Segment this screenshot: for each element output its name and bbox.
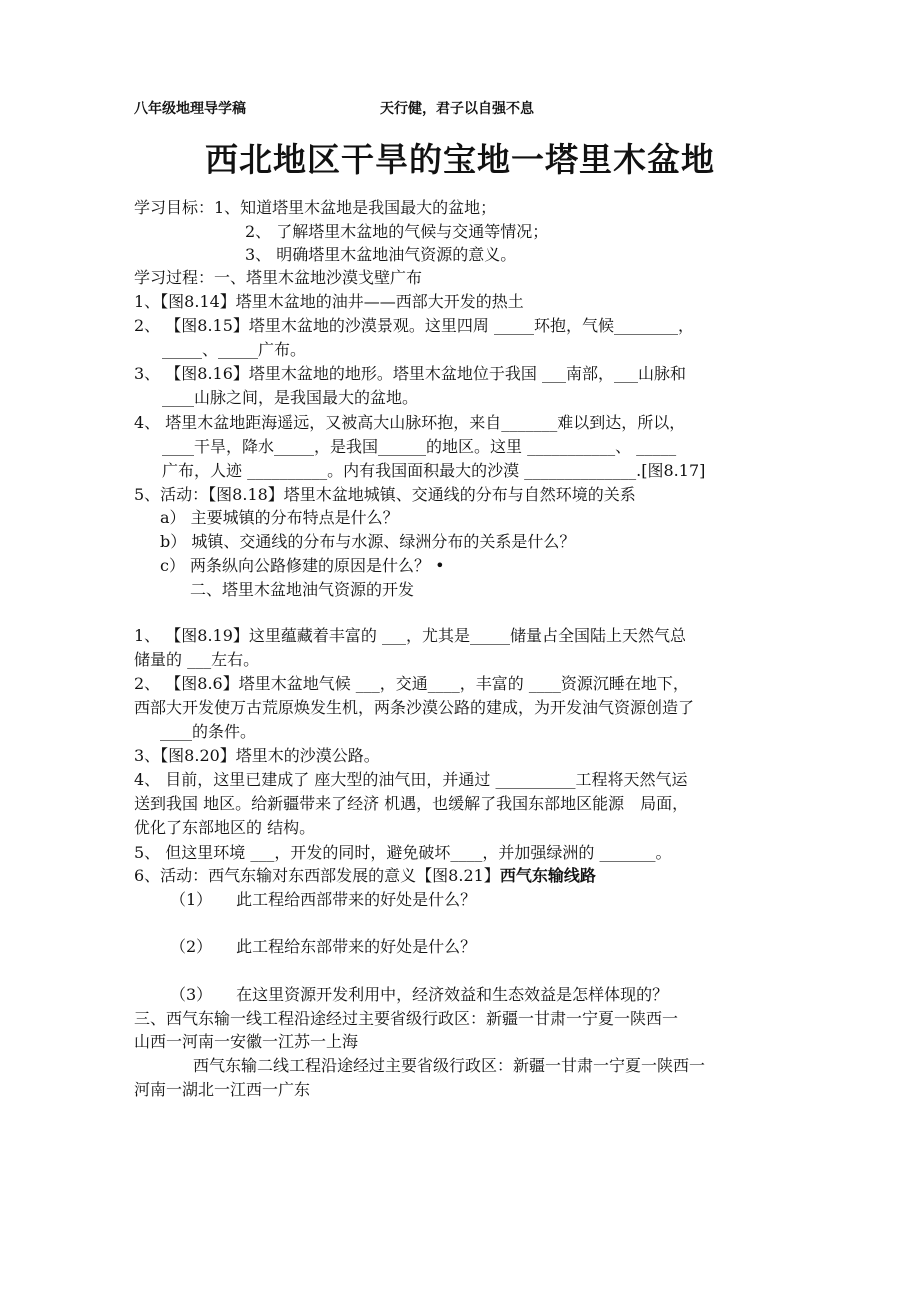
item-2-2-cont2: ____的条件。 — [160, 722, 257, 741]
item-2-4-cont2: 优化了东部地区的 结构。 — [134, 818, 316, 837]
goal-line-1: 学习目标：1、知道塔里木盆地是我国最大的盆地； — [134, 198, 497, 217]
item-1-4: 4、 塔里木盆地距海遥远，又被高大山脉环抱，来自_______难以到达，所以， — [134, 413, 686, 432]
question-c: c） 两条纵向公路修建的原因是什么？ • — [160, 556, 445, 575]
item-1-4-cont: ____干旱，降水_____，是我国______的地区。这里 ___________、 _____ — [162, 437, 677, 456]
item-2-6 — [134, 866, 596, 886]
item-2-1: 1、 【图8.19】这里蕴藏着丰富的 ___，尤其是_____储量占全国陆上天然气总 — [134, 626, 686, 645]
page-title: 西北地区干旱的宝地一塔里木盆地 — [205, 140, 715, 179]
question-b: b） 城镇、交通线的分布与水源、绿洲分布的关系是什么？ — [160, 532, 576, 551]
activity-text: 6、活动：西气东输对东西部发展的意义【图8.21】 — [134, 866, 500, 885]
sub-question-2: （2） 此工程给东部带来的好处是什么？ — [170, 937, 477, 956]
goal-line-2: 2、 了解塔里木盆地的气候与交通等情况； — [245, 222, 549, 241]
item-2-1-cont: 储量的 ___左右。 — [134, 650, 260, 669]
item-1-2-cont: _____、_____广布。 — [162, 340, 307, 359]
question-a: a） 主要城镇的分布特点是什么？ — [160, 508, 399, 527]
item-1-3: 3、 【图8.16】塔里木盆地的地形。塔里木盆地位于我国 ___南部，___山脉和 — [134, 364, 686, 383]
header-right: 天行健，君子以自强不息 — [380, 101, 534, 117]
section-3-line-1: 三、西气东输一线工程沿途经过主要省级行政区：新疆一甘肃一宁夏一陕西一 — [134, 1009, 679, 1028]
section-3-line-2-cont: 河南一湖北一江西一广东 — [134, 1080, 311, 1099]
goal-line-3: 3、 明确塔里木盆地油气资源的意义。 — [245, 245, 517, 264]
item-1-3-cont: ____山脉之间，是我国最大的盆地。 — [162, 388, 419, 407]
item-1-2: 2、 【图8.15】塔里木盆地的沙漠景观。这里四周 _____环抱，气候________， — [134, 316, 694, 335]
item-2-5: 5、 但这里环境 ___，开发的同时，避免破坏____，并加强绿洲的 _______。 — [134, 843, 672, 862]
item-1-1: 1、【图8.14】塔里木盆地的油井——西部大开发的热土 — [134, 292, 524, 311]
section-3-line-2: 西气东输二线工程沿途经过主要省级行政区：新疆一甘肃一宁夏一陕西一 — [193, 1056, 706, 1075]
process-heading: 学习过程：一、塔里木盆地沙漠戈壁广布 — [134, 268, 423, 287]
item-2-2: 2、 【图8.6】塔里木盆地气候 ___，交通____，丰富的 ____资源沉睡在地下， — [134, 674, 689, 693]
item-2-4-cont: 送到我国 地区。给新疆带来了经济 机遇，也缓解了我国东部地区能源 局面， — [134, 794, 689, 813]
item-2-4: 4、 目前，这里已建成了 座大型的油气田，并通过 __________工程将天然气运 — [134, 770, 688, 789]
section-2-heading: 二、塔里木盆地油气资源的开发 — [190, 580, 415, 599]
route-label: 西气东输线路 — [499, 866, 596, 885]
sub-question-3: （3） 在这里资源开发利用中，经济效益和生态效益是怎样体现的？ — [170, 985, 669, 1004]
sub-question-1: （1） 此工程给西部带来的好处是什么？ — [170, 890, 477, 909]
item-1-5: 5、活动：【图8.18】塔里木盆地城镇、交通线的分布与自然环境的关系 — [134, 485, 636, 504]
item-2-3: 3、【图8.20】塔里木的沙漠公路。 — [134, 746, 380, 765]
item-1-4-cont2: 广布，人迹 __________。内有我国面积最大的沙漠 ______________.[图8.17] — [162, 461, 706, 480]
section-3-line-1-cont: 山西一河南一安徽一江苏一上海 — [134, 1032, 359, 1051]
header-left: 八年级地理导学稿 — [134, 101, 246, 117]
item-2-2-cont: 西部大开发使万古荒原焕发生机，两条沙漠公路的建成，为开发油气资源创造了 — [134, 698, 695, 717]
